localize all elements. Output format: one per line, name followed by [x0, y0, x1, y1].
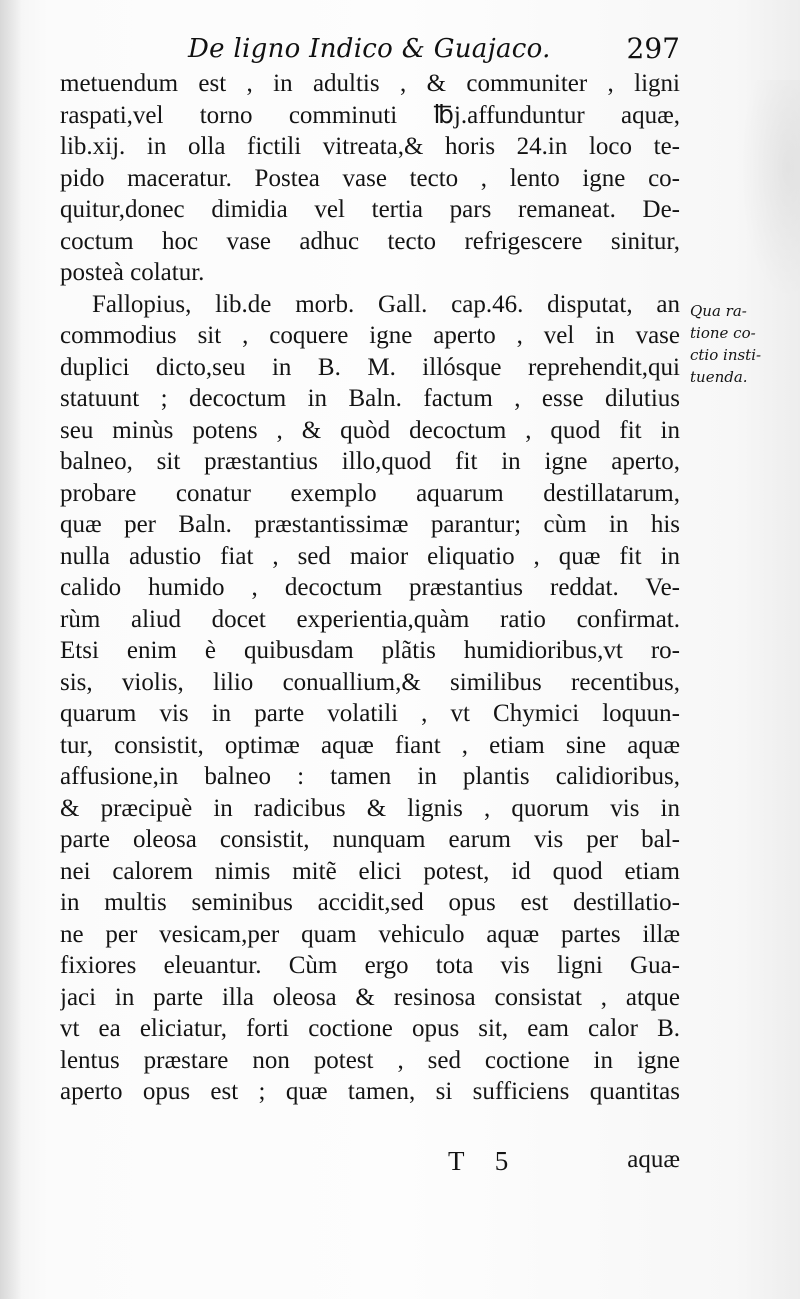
show-through-shadow [740, 80, 800, 300]
text-line: raspati,vel torno comminuti ℔j.affunduntur aquæ, [60, 101, 680, 129]
text-line: jaci in parte illa oleosa & resinosa consistat , atque [60, 983, 680, 1011]
text-line: rùm aliud docet experientia,quàm ratio confirmat. [60, 605, 680, 633]
text-line: fixiores eleuantur. Cùm ergo tota vis ligni Gua- [60, 952, 680, 979]
text-line: tur, consistit, optimæ aquæ fiant , etiam sine aquæ [60, 731, 680, 759]
text-line: calido humido , decoctum præstantius reddat. Ve- [60, 574, 680, 601]
text-line: aperto opus est ; quæ tamen, si sufficiens quantitas [60, 1078, 680, 1105]
text-line: Etsi enim è quibusdam plãtis humidioribus,vt ro- [60, 637, 680, 664]
marginal-note-line: tione co- [690, 324, 756, 342]
text-line: quitur,donec dimidia vel tertia pars remaneat. De- [60, 196, 680, 223]
text-line: balneo, sit præstantius illo,quod fit in igne aperto, [60, 448, 680, 475]
running-title: De ligno Indico & Guajaco. [188, 34, 551, 64]
text-line: nulla adustio fiat , sed maior eliquatio , quæ fit in [60, 542, 680, 570]
text-line: lib.xij. in olla fictili vitreata,& horis 24.in loco te- [60, 133, 680, 160]
text-line: & præcipuè in radicibus & lignis , quorum vis in [60, 794, 680, 822]
main-text [60, 68, 680, 1108]
text-line: sis, violis, lilio conuallium,& similibus recentibus, [60, 668, 680, 696]
text-line: in multis seminibus accidit,sed opus est destillatio- [60, 889, 680, 916]
text-line: metuendum est , in adultis , & communiter , ligni [60, 70, 680, 97]
paragraph-start-line: Fallopius, lib.de morb. Gall. cap.46. disputat, an [92, 290, 680, 318]
catchword: aquæ [627, 1146, 680, 1173]
marginal-note-line: tuenda. [690, 368, 748, 386]
page-footer [60, 1146, 680, 1186]
text-line: statuunt ; decoctum in Baln. factum , esse dilutius [60, 385, 680, 412]
text-line: pido maceratur. Postea vase tecto , lento igne co- [60, 164, 680, 192]
marginal-note [690, 300, 795, 388]
text-line: affusione,in balneo : tamen in plantis calidioribus, [60, 763, 680, 790]
text-line: vt ea eliciatur, forti coctione opus sit, eam calor B. [60, 1015, 680, 1042]
text-line: coctum hoc vase adhuc tecto refrigescere sinitur, [60, 227, 680, 255]
text-line: duplici dicto,seu in B. M. illósque reprehendit,qui [60, 353, 680, 381]
text-line: posteà colatur. [60, 259, 205, 286]
page-number: 297 [626, 32, 680, 65]
text-line: quæ per Baln. præstantissimæ parantur; cùm in his [60, 511, 680, 538]
marginal-note-line: ctio insti- [690, 346, 762, 364]
text-line: probare conatur exemplo aquarum destillatarum, [60, 479, 680, 507]
signature-mark: T 5 [448, 1146, 521, 1176]
text-line: lentus præstare non potest , sed coctione in igne [60, 1046, 680, 1074]
page-header [60, 30, 680, 70]
text-line: ne per vesicam,per quam vehiculo aquæ partes illæ [60, 920, 680, 948]
text-line: seu minùs potens , & quòd decoctum , quod fit in [60, 416, 680, 444]
text-line: quarum vis in parte volatili , vt Chymici loquun- [60, 700, 680, 727]
marginal-note-line: Qua ra- [690, 302, 747, 320]
gutter-shadow [0, 0, 22, 1299]
text-line: commodius sit , coquere igne aperto , vel in vase [60, 322, 680, 349]
text-line: nei calorem nimis mitẽ elici potest, id quod etiam [60, 857, 680, 885]
text-line: parte oleosa consistit, nunquam earum vis per bal- [60, 826, 680, 853]
